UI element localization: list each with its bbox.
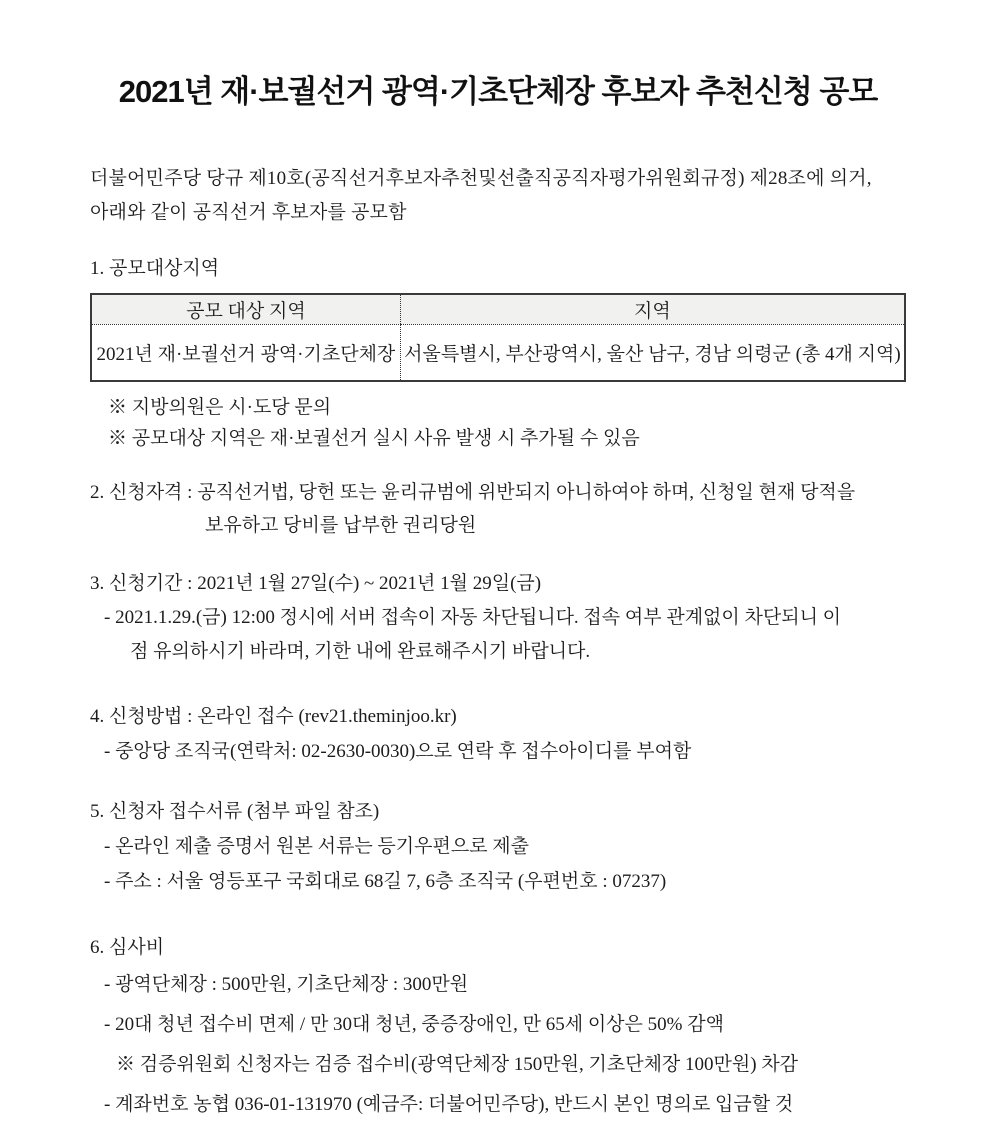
section5-item-address: - 주소 : 서울 영등포구 국회대로 68길 7, 6층 조직국 (우편번호 : 07237)	[104, 871, 667, 892]
section-eligibility	[90, 476, 906, 542]
section6-heading: 6. 심사비	[90, 937, 165, 958]
section-application-method	[90, 699, 906, 769]
section2-continuation: 보유하고 당비를 납부한 권리당원	[205, 515, 477, 536]
table-notes	[90, 392, 906, 454]
section6-item-fees: - 광역단체장 : 500만원, 기초단체장 : 300만원	[104, 974, 469, 995]
section5-item-mail: - 온라인 제출 증명서 원본 서류는 등기우편으로 제출	[104, 836, 530, 857]
section-review-fee	[90, 931, 906, 1125]
region-table	[90, 293, 906, 382]
section-target-regions	[90, 254, 906, 454]
intro-paragraph	[90, 162, 906, 230]
note-region-addition: ※ 공모대상 지역은 재·보궐선거 실시 사유 발생 시 추가될 수 있음	[108, 428, 640, 449]
table-header-region: 지역	[400, 294, 905, 324]
page-title: 2021년 재·보궐선거 광역·기초단체장 후보자 추천신청 공모	[118, 74, 878, 109]
section4-item: - 중앙당 조직국(연락처: 02-2630-0030)으로 연락 후 접수아이디를 부여함	[104, 741, 692, 762]
section6-note-verification: ※ 검증위원회 신청자는 검증 접수비(광역단체장 150만원, 기초단체장 100만원) 차감	[116, 1054, 799, 1075]
table-header-row	[91, 294, 905, 324]
section1-heading: 1. 공모대상지역	[90, 258, 220, 279]
intro-line-1: 더불어민주당 당규 제10호(공직선거후보자추천및선출직공직자평가위원회규정) 제28조에 의거,	[90, 168, 872, 189]
table-header-target-region: 공모 대상 지역	[91, 294, 400, 324]
section4-heading: 4. 신청방법 : 온라인 접수 (rev21.theminjoo.kr)	[90, 706, 457, 727]
section6-item-account: - 계좌번호 농협 036-01-131970 (예금주: 더불어민주당), 반드시 본인 명의로 입금할 것	[104, 1094, 794, 1115]
section-required-documents	[90, 794, 906, 899]
section3-item-line2: 점 유의하시기 바라며, 기한 내에 완료해주시기 바랍니다.	[130, 641, 591, 662]
section5-heading: 5. 신청자 접수서류 (첨부 파일 참조)	[90, 801, 380, 822]
section6-item-discounts: - 20대 청년 접수비 면제 / 만 30대 청년, 중증장애인, 만 65세 이상은 50% 감액	[104, 1014, 724, 1035]
table-row	[91, 324, 905, 381]
section3-heading: 3. 신청기간 : 2021년 1월 27일(수) ~ 2021년 1월 29일(금)	[90, 573, 542, 594]
section-application-period	[90, 567, 906, 669]
table-cell-region-list: 서울특별시, 부산광역시, 울산 남구, 경남 의령군 (총 4개 지역)	[400, 324, 905, 381]
intro-line-2: 아래와 같이 공직선거 후보자를 공모함	[90, 202, 407, 223]
note-local-council: ※ 지방의원은 시·도당 문의	[108, 397, 332, 418]
section3-item-line1: - 2021.1.29.(금) 12:00 정시에 서버 접속이 자동 차단됩니다. 접속 여부 관계없이 차단되니 이	[104, 607, 842, 628]
section2-heading: 2. 신청자격 : 공직선거법, 당헌 또는 윤리규범에 위반되지 아니하여야 하며, 신청일 현재 당적을	[90, 482, 856, 503]
table-cell-election-type: 2021년 재·보궐선거 광역·기초단체장	[91, 324, 400, 381]
